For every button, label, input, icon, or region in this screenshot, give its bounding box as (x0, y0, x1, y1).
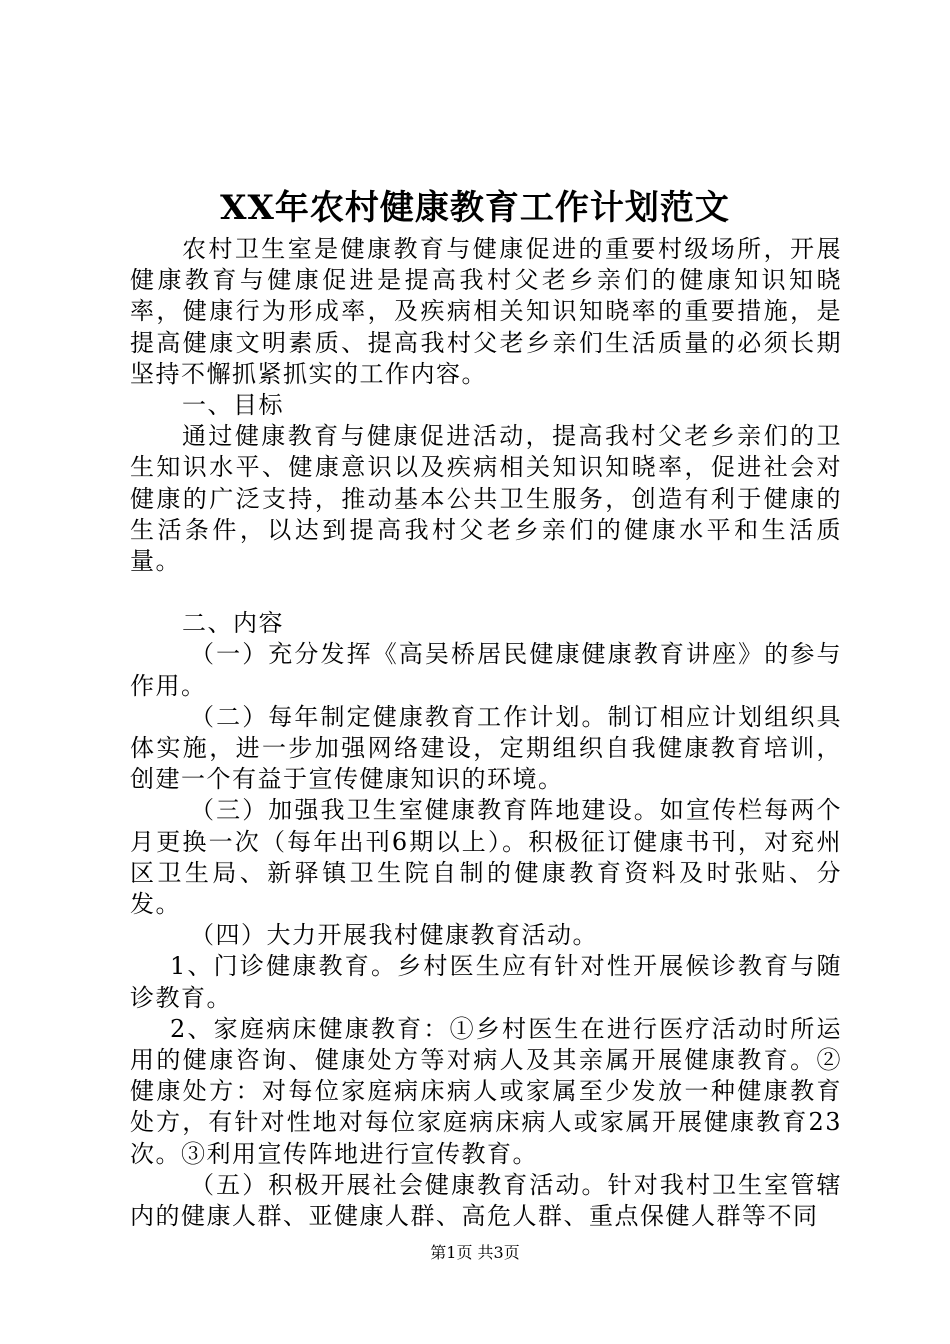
paragraph-goals: 通过健康教育与健康促进活动，提高我村父老乡亲们的卫生知识水平、健康意识以及疾病相关知识知晓率，促进社会对健康的广泛支持，推动基本公共卫生服务，创造有利于健康的生活条件，以达到提高我村父老乡亲们的健康水平和生活质量。 (130, 422, 842, 576)
paragraph-item-2: （二）每年制定健康教育工作计划。制订相应计划组织具体实施，进一步加强网络建设，定期组织自我健康教育培训，创建一个有益于宣传健康知识的环境。 (130, 702, 842, 794)
paragraph-subitem-1: 1、门诊健康教育。乡村医生应有针对性开展候诊教育与随诊教育。 (130, 952, 842, 1012)
page-footer: 第1页 共3页 (430, 1243, 520, 1262)
paragraph-item-1: （一）充分发挥《高吴桥居民健康健康教育讲座》的参与作用。 (130, 640, 842, 700)
blank-line (130, 577, 842, 608)
paragraph-item-3: （三）加强我卫生室健康教育阵地建设。如宣传栏每两个月更换一次（每年出刊6期以上）。积极征订健康书刊，对兖州区卫生局、新驿镇卫生院自制的健康教育资料及时张贴、分发。 (130, 796, 842, 919)
heading-goals: 一、目标 (182, 391, 284, 420)
document-body (130, 234, 842, 1232)
heading-content: 二、内容 (182, 609, 284, 638)
paragraph-item-5: （五）积极开展社会健康教育活动。针对我村卫生室管辖内的健康人群、亚健康人群、高危人群、重点保健人群等不同 (130, 1170, 842, 1231)
paragraph-intro: 农村卫生室是健康教育与健康促进的重要村级场所，开展健康教育与健康促进是提高我村父老乡亲们的健康知识知晓率，健康行为形成率，及疾病相关知识知晓率的重要措施，是提高健康文明素质、提高我村父老乡亲们生活质量的必须长期坚持不懈抓紧抓实的工作内容。 (130, 235, 842, 388)
paragraph-subitem-2: 2、家庭病床健康教育：①乡村医生在进行医疗活动时所运用的健康咨询、健康处方等对病人及其亲属开展健康教育。②健康处方：对每位家庭病床病人或家属至少发放一种健康教育处方，有针对性地对每位家庭病床病人或家属开展健康教育23次。③利用宣传阵地进行宣传教育。 (130, 1014, 842, 1168)
document-title: XX年农村健康教育工作计划范文 (220, 188, 730, 228)
paragraph-item-4: （四）大力开展我村健康教育活动。 (190, 921, 598, 950)
